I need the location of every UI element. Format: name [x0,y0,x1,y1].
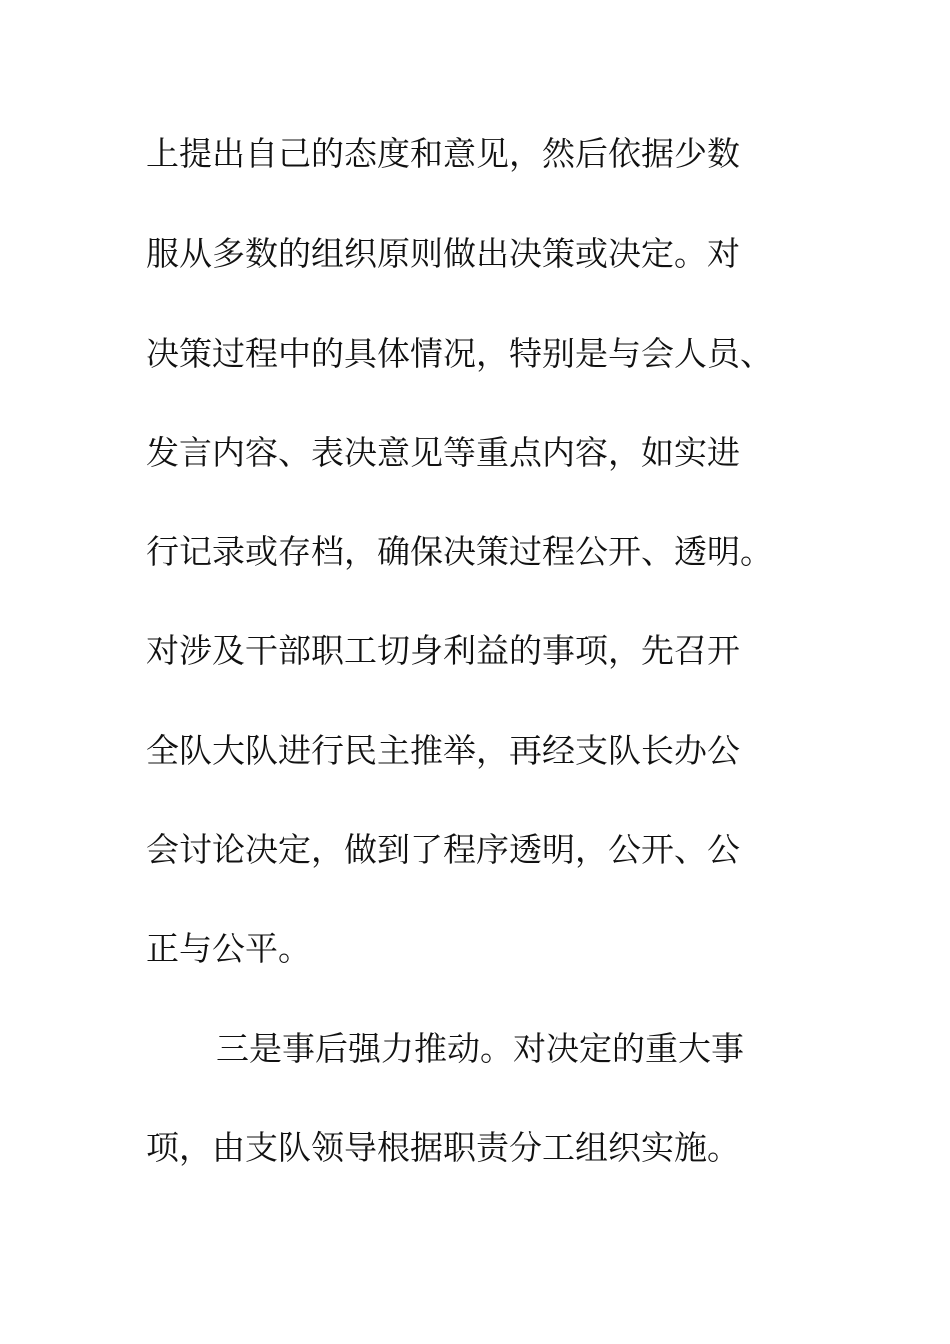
text-line: 对涉及干部职工切身利益的事项，先召开 [146,631,740,670]
text-line: 项，由支队领导根据职责分工组织实施。 [146,1128,740,1167]
text-line: 发言内容、表决意见等重点内容，如实进 [146,433,740,472]
text-line: 行记录或存档，确保决策过程公开、透明。 [146,532,773,571]
text-line: 上提出自己的态度和意见，然后依据少数 [146,134,740,173]
text-line: 决策过程中的具体情况，特别是与会人员、 [146,334,773,373]
text-line: 会讨论决定，做到了程序透明，公开、公 [146,830,740,869]
paragraph-first-line: 三是事后强力推动。对决定的重大事 [216,1029,744,1068]
text-line: 全队大队进行民主推举，再经支队长办公 [146,731,740,770]
text-line: 服从多数的组织原则做出决策或决定。对 [146,234,740,273]
text-line: 正与公平。 [146,929,311,968]
